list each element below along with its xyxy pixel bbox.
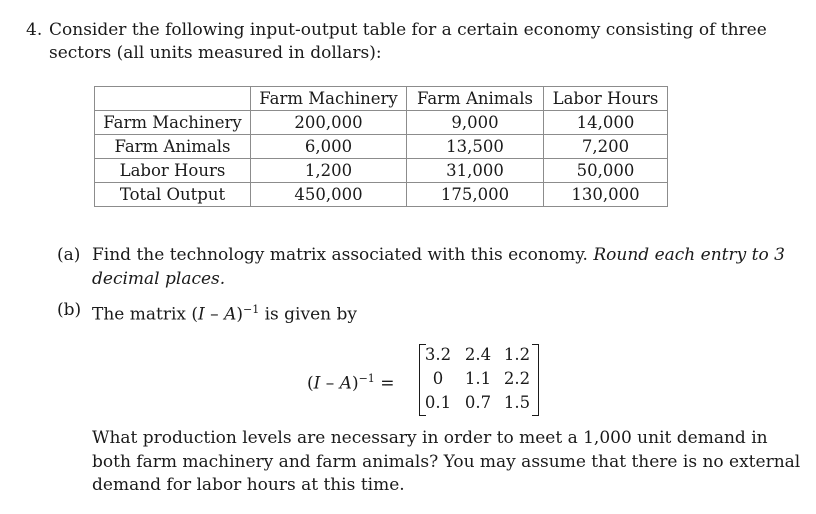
table-cell: 6,000 bbox=[251, 135, 407, 159]
table-cell: 450,000 bbox=[251, 183, 407, 207]
table-cell: 13,500 bbox=[407, 135, 544, 159]
table-cell: 200,000 bbox=[251, 111, 407, 135]
question-line3: demand for labor hours at this time. bbox=[92, 475, 405, 495]
lhs-close-paren: ) bbox=[351, 373, 359, 394]
problem-intro-line2: sectors (all units measured in dollars): bbox=[49, 43, 382, 63]
table-cell: 50,000 bbox=[544, 159, 668, 183]
row-label: Farm Machinery bbox=[95, 111, 251, 135]
matrix-cell: 2.2 bbox=[503, 369, 531, 388]
input-output-table bbox=[94, 86, 668, 207]
part-b-text: The matrix ( bbox=[92, 304, 199, 325]
lhs-minus: – bbox=[320, 373, 340, 394]
table-row bbox=[95, 111, 668, 135]
part-a-text: Find the technology matrix associated with this economy. bbox=[92, 245, 588, 265]
part-a-label: (a) bbox=[57, 245, 81, 265]
part-b-text-end: is given by bbox=[259, 304, 357, 325]
part-b-intro bbox=[92, 299, 357, 326]
table-header-cell: Labor Hours bbox=[544, 87, 668, 111]
row-label: Total Output bbox=[95, 183, 251, 207]
part-b-label: (b) bbox=[57, 300, 82, 320]
table-header-row bbox=[95, 87, 668, 111]
matrix-cell: 2.4 bbox=[464, 345, 492, 364]
math-I: I bbox=[198, 304, 205, 325]
table-row bbox=[95, 183, 668, 207]
lhs-A: A bbox=[339, 373, 352, 394]
lhs-open-paren: ( bbox=[307, 373, 314, 394]
table-row bbox=[95, 159, 668, 183]
part-a-line2 bbox=[92, 268, 225, 290]
matrix-cell: 0.7 bbox=[464, 393, 492, 412]
lhs-superscript: −1 bbox=[358, 372, 375, 385]
problem-number: 4. bbox=[26, 20, 43, 40]
table-header-cell: Farm Animals bbox=[407, 87, 544, 111]
matrix-cell: 1.5 bbox=[503, 393, 531, 412]
table-header-cell bbox=[95, 87, 251, 111]
lhs-I: I bbox=[313, 373, 321, 394]
part-a-line1 bbox=[92, 244, 785, 266]
math-minus: – bbox=[204, 304, 225, 325]
math-A: A bbox=[224, 304, 237, 325]
matrix-cell: 3.2 bbox=[424, 345, 452, 364]
matrix-cell: 0.1 bbox=[424, 393, 452, 412]
part-a-italic-instruction: Round each entry to 3 bbox=[593, 245, 785, 265]
table-cell: 130,000 bbox=[544, 183, 668, 207]
matrix-cell: 1.2 bbox=[503, 345, 531, 364]
row-label: Farm Animals bbox=[95, 135, 251, 159]
problem-intro-line1: Consider the following input-output table for a certain economy consisting of three bbox=[49, 20, 767, 40]
equals-sign: = bbox=[380, 373, 395, 394]
row-label: Labor Hours bbox=[95, 159, 251, 183]
matrix-cell: 0 bbox=[432, 369, 444, 388]
table-cell: 1,200 bbox=[251, 159, 407, 183]
matrix-cell: 1.1 bbox=[464, 369, 492, 388]
question-line2: both farm machinery and farm animals? You may assume that there is no external bbox=[92, 452, 801, 472]
table-cell: 7,200 bbox=[544, 135, 668, 159]
math-superscript: −1 bbox=[242, 303, 260, 316]
table-cell: 9,000 bbox=[407, 111, 544, 135]
table-row bbox=[95, 135, 668, 159]
part-a-italic-instruction-cont: decimal places. bbox=[92, 269, 226, 289]
question-line1: What production levels are necessary in order to meet a 1,000 unit demand in bbox=[92, 428, 768, 448]
table-cell: 31,000 bbox=[407, 159, 544, 183]
table-cell: 14,000 bbox=[544, 111, 668, 135]
table-header-cell: Farm Machinery bbox=[251, 87, 407, 111]
equation-lhs bbox=[307, 368, 394, 395]
math-paren: ) bbox=[236, 304, 243, 325]
table-cell: 175,000 bbox=[407, 183, 544, 207]
